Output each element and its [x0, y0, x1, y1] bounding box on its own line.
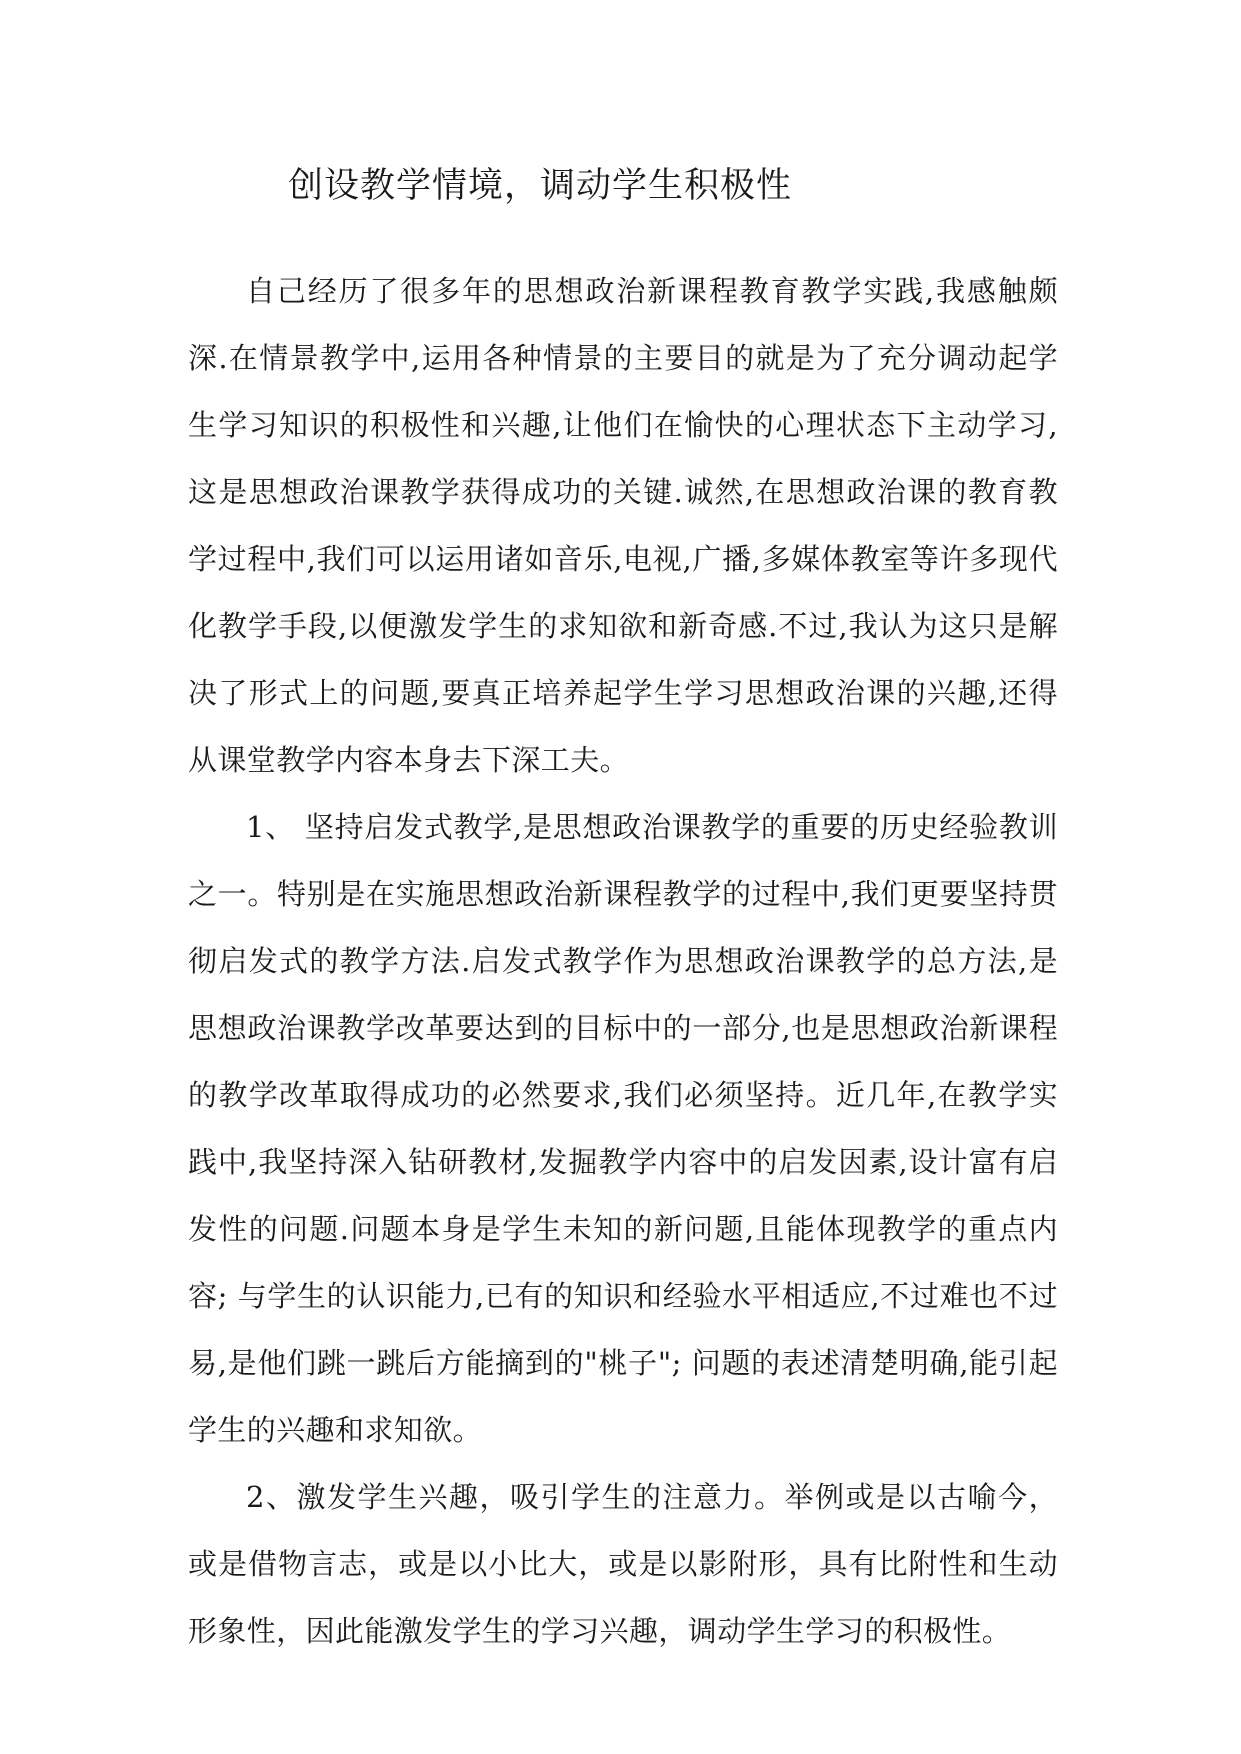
paragraph-intro: 自己经历了很多年的思想政治新课程教育教学实践,我感触颇深.在情景教学中,运用各种情景的主要目的就是为了充分调动起学生学习知识的积极性和兴趣,让他们在愉快的心理状态下主动学习,这是思想政治课教学获得成功的关键.诚然,在思想政治课的教育教学过程中,我们可以运用诸如音乐,电视,广播,多媒体教室等许多现代化教学手段,以便激发学生的求知欲和新奇感.不过,我认为这只是解决了形式上的问题,要真正培养起学生学习思想政治课的兴趣,还得从课堂教学内容本身去下深工夫。 — [188, 274, 1058, 777]
paragraph-point-2: 2、激发学生兴趣，吸引学生的注意力。举例或是以古喻今，或是借物言志，或是以小比大，或是以影附形，具有比附性和生动形象性，因此能激发学生的学习兴趣，调动学生学习的积极性。 — [188, 1480, 1058, 1648]
document-title: 创设教学情境，调动学生积极性 — [287, 166, 792, 206]
paragraph-point-1: 1、 坚持启发式教学,是思想政治课教学的重要的历史经验教训之一。特别是在实施思想政治新课程教学的过程中,我们更要坚持贯彻启发式的教学方法.启发式教学作为思想政治课教学的总方法,是思想政治课教学改革要达到的目标中的一部分,也是思想政治新课程的教学改革取得成功的必然要求,我们必须坚持。近几年,在教学实践中,我坚持深入钻研教材,发掘教学内容中的启发因素,设计富有启发性的问题.问题本身是学生未知的新问题,且能体现教学的重点内容; 与学生的认识能力,已有的知识和经验水平相适应,不过难也不过易,是他们跳一跳后方能摘到的"桃子"; 问题的表述清楚明确,能引起学生的兴趣和求知欲。 — [188, 810, 1058, 1447]
document-body — [188, 258, 1058, 1665]
